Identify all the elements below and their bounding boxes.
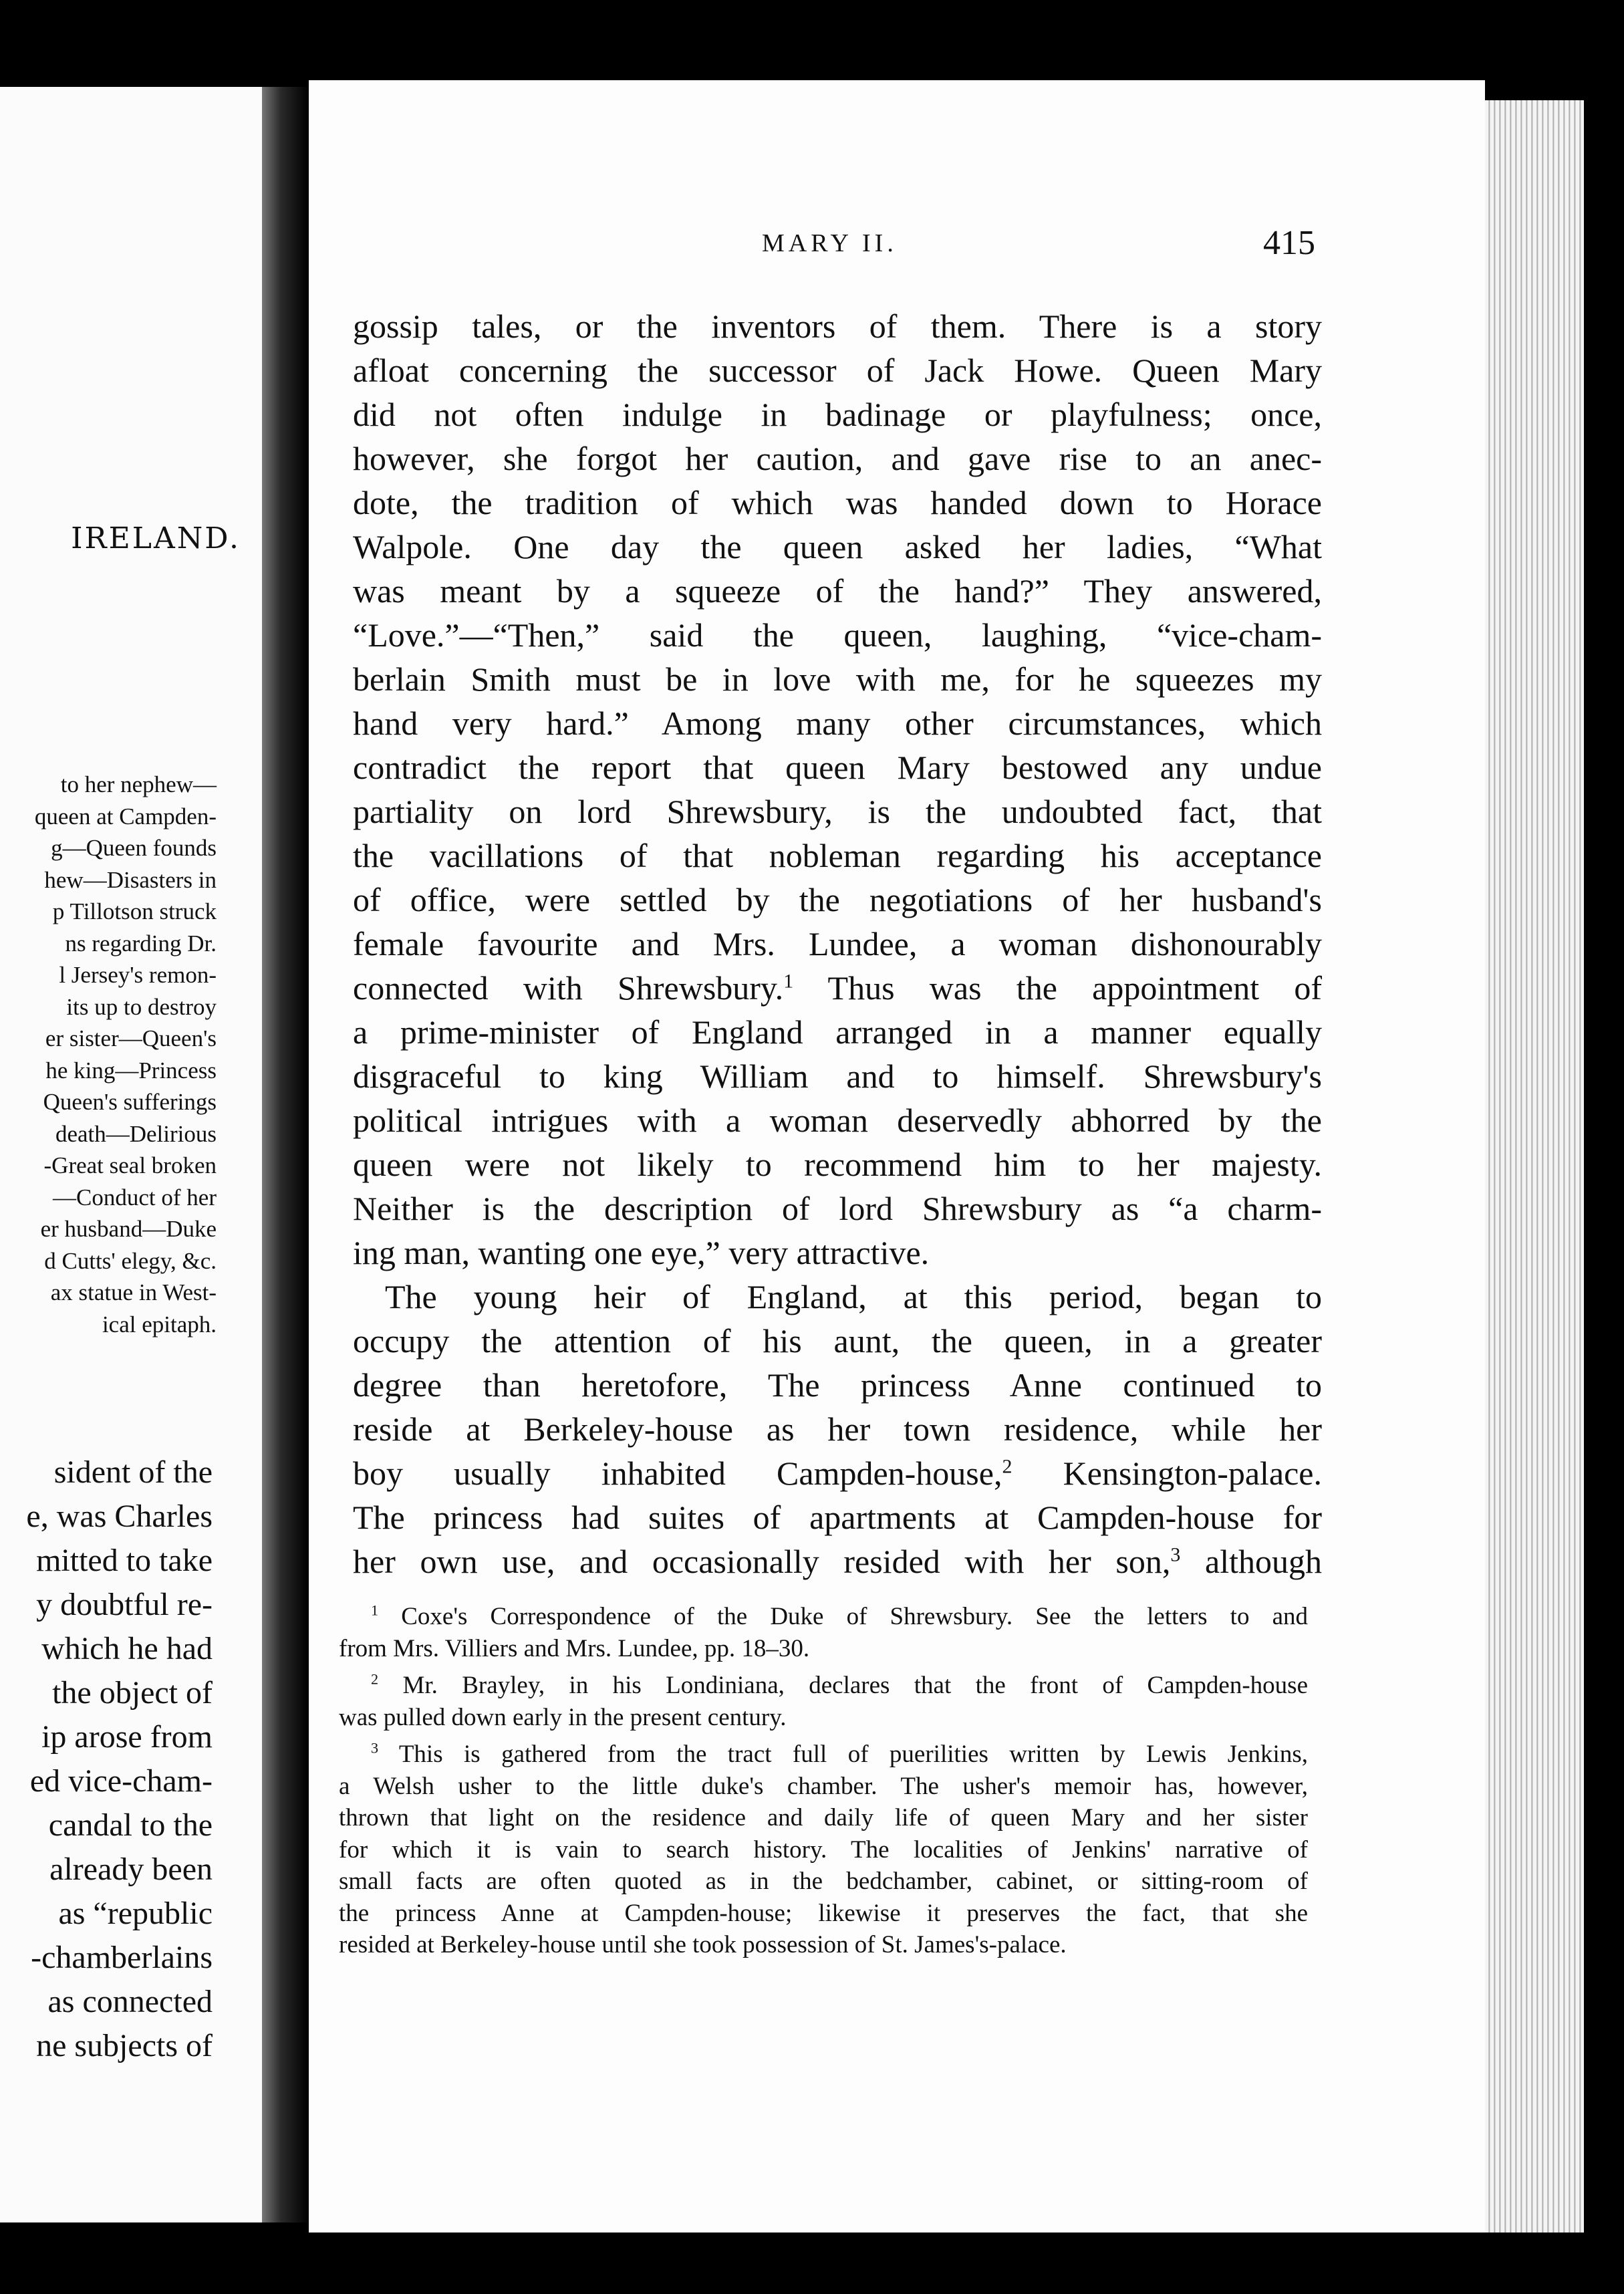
left-body-line: sident of the [53, 1454, 213, 1490]
text-line: gossip tales, or the inventors of them. There is a story [353, 307, 1322, 345]
footnote-2 [339, 1670, 1308, 1733]
footnote-text: Coxe's Correspondence of the Duke of Shrewsbury. See the letters to and [401, 1603, 1308, 1630]
main-body-text [353, 304, 1322, 1583]
footnote-line [339, 1739, 1308, 1771]
text-line: afloat concerning the successor of Jack Howe. Queen Mary [353, 352, 1322, 389]
text-line: female favourite and Mrs. Lundee, a woman dishonourably [353, 925, 1322, 963]
text-line [353, 1451, 1322, 1495]
text-line: however, she forgot her caution, and gave rise to an anec- [353, 440, 1322, 477]
footnote-line: from Mrs. Villiers and Mrs. Lundee, pp. 18–30. [339, 1634, 810, 1662]
page-edges [1485, 100, 1584, 2233]
text-fragment: although [1180, 1543, 1322, 1580]
text-line [353, 966, 1322, 1010]
footnote-line: the princess Anne at Campden-house; likewise it preserves the fact, that she [339, 1899, 1308, 1927]
text-line: reside at Berkeley-house as her town residence, while her [353, 1410, 1322, 1448]
text-line: of office, were settled by the negotiations of her husband's [353, 881, 1322, 918]
footnote-line: a Welsh usher to the little duke's chamber. The usher's memoir has, however, [339, 1772, 1308, 1800]
summary-line: to her nephew— [60, 771, 217, 797]
summary-line: —Conduct of her [53, 1184, 217, 1210]
text-line: political intrigues with a woman deservedly abhorred by the [353, 1102, 1322, 1139]
left-body-line: ed vice-cham- [29, 1763, 213, 1799]
text-line: was meant by a squeeze of the hand?” They answered, [353, 572, 1322, 610]
left-body-line: which he had [41, 1631, 213, 1666]
left-body-line: e, was Charles [26, 1499, 213, 1534]
summary-line: queen at Campden- [34, 803, 217, 830]
text-line: a prime-minister of England arranged in a manner equally [353, 1013, 1322, 1051]
text-fragment: Thus was the appointment of [793, 969, 1322, 1007]
footnote-ref-3: 3 [1170, 1543, 1181, 1566]
footnote-mark: 1 [371, 1602, 379, 1619]
text-line: disgraceful to king William and to himself. Shrewsbury's [353, 1057, 1322, 1095]
left-body-line: already been [49, 1852, 213, 1887]
summary-line: -Great seal broken [43, 1152, 217, 1178]
text-line: did not often indulge in badinage or playfulness; once, [353, 396, 1322, 433]
text-line: the vacillations of that nobleman regarding his acceptance [353, 837, 1322, 874]
summary-line: death—Delirious [55, 1120, 217, 1147]
summary-line: hew—Disasters in [44, 866, 217, 893]
summary-line: ns regarding Dr. [65, 930, 217, 957]
left-body-line: ne subjects of [36, 2028, 213, 2063]
text-line: contradict the report that queen Mary bestowed any undue [353, 749, 1322, 786]
footnote-text: Mr. Brayley, in his Londiniana, declares that the front of Campden-house [402, 1672, 1308, 1699]
footnote-line [339, 1670, 1308, 1702]
footnote-ref-1: 1 [783, 970, 794, 993]
footnote-line [339, 1601, 1308, 1633]
text-line: degree than heretofore, The princess Anne continued to [353, 1366, 1322, 1404]
footnote-text: This is gathered from the tract full of puerilities written by Lewis Jenkins, [398, 1741, 1308, 1768]
text-fragment: boy usually inhabited Campden-house, [353, 1454, 1002, 1492]
text-line: dote, the tradition of which was handed down to Horace [353, 484, 1322, 521]
text-line: occupy the attention of his aunt, the queen, in a greater [353, 1322, 1322, 1360]
text-fragment: Kensington-palace. [1012, 1454, 1323, 1492]
footnote-line: resided at Berkeley-house until she took possession of St. James's-palace. [339, 1931, 1067, 1958]
summary-line: g—Queen founds [51, 835, 217, 861]
left-page [0, 87, 262, 2222]
left-body-text [0, 1450, 213, 2068]
left-body-line: candal to the [48, 1807, 213, 1843]
footnote-line: small facts are often quoted as in the bedchamber, cabinet, or sitting-room of [339, 1868, 1308, 1895]
left-chapter-summary [0, 769, 217, 1340]
footnote-1 [339, 1601, 1308, 1664]
text-line: “Love.”—“Then,” said the queen, laughing, “vice-cham- [353, 616, 1322, 654]
left-body-line: as “republic [58, 1896, 213, 1931]
footnote-line: for which it is vain to search history. The localities of Jenkins' narrative of [339, 1835, 1308, 1864]
text-line: hand very hard.” Among many other circumstances, which [353, 705, 1322, 742]
summary-line: its up to destroy [66, 993, 217, 1020]
left-body-line: mitted to take [36, 1543, 213, 1578]
summary-line: er sister—Queen's [45, 1025, 217, 1051]
text-line: The young heir of England, at this period, began to [385, 1278, 1322, 1315]
left-body-line: the object of [52, 1675, 213, 1710]
summary-line: p Tillotson struck [52, 898, 217, 924]
text-line [353, 1539, 1322, 1583]
summary-line: ical epitaph. [102, 1311, 217, 1337]
text-line: The princess had suites of apartments at Campden-house for [353, 1499, 1322, 1536]
book-gutter [262, 87, 309, 2222]
footnote-line: thrown that light on the residence and daily life of queen Mary and her sister [339, 1804, 1308, 1831]
text-line: Neither is the description of lord Shrewsbury as “a charm- [353, 1190, 1322, 1227]
text-line: Walpole. One day the queen asked her ladies, “What [353, 528, 1322, 565]
page-edges-shadow [1584, 100, 1624, 2233]
left-body-line: as connected [47, 1984, 213, 2019]
summary-line: ax statue in West- [50, 1279, 217, 1305]
left-body-line: -chamberlains [31, 1940, 213, 1975]
text-line: queen were not likely to recommend him to her majesty. [353, 1146, 1322, 1183]
footnote-3 [339, 1739, 1308, 1961]
text-fragment: her own use, and occasionally resided with her son, [353, 1543, 1171, 1580]
footnotes [339, 1601, 1308, 1966]
running-head: MARY II. [762, 229, 898, 257]
left-page-heading: IRELAND. [71, 521, 241, 555]
page-number: 415 [1263, 224, 1315, 262]
text-line: partiality on lord Shrewsbury, is the undoubted fact, that [353, 793, 1322, 830]
summary-line: Queen's sufferings [43, 1089, 217, 1115]
left-body-line: y doubtful re- [36, 1587, 213, 1622]
footnote-line: was pulled down early in the present century. [339, 1703, 787, 1731]
footnote-mark: 3 [371, 1739, 379, 1757]
summary-line: d Cutts' elegy, &c. [44, 1247, 217, 1274]
summary-line: er husband—Duke [40, 1216, 217, 1242]
text-line: ing man, wanting one eye,” very attractive. [353, 1234, 930, 1271]
text-fragment: connected with Shrewsbury. [353, 969, 784, 1007]
text-line: berlain Smith must be in love with me, for he squeezes my [353, 660, 1322, 698]
left-body-line: ip arose from [41, 1719, 213, 1755]
footnote-ref-2: 2 [1002, 1455, 1012, 1478]
footnote-mark: 2 [371, 1670, 379, 1688]
summary-line: l Jersey's remon- [59, 962, 217, 988]
summary-line: he king—Princess [45, 1057, 217, 1084]
